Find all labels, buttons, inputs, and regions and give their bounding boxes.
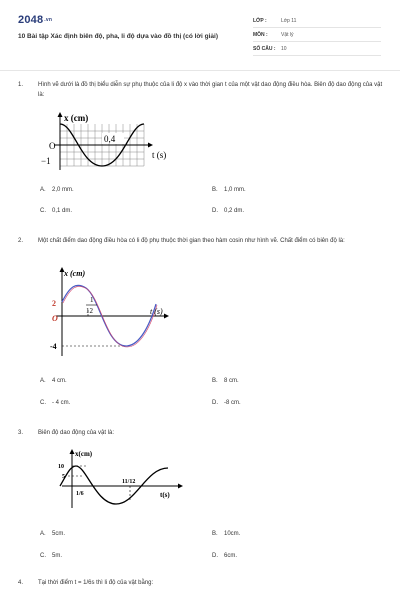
option-text: 5cm. — [52, 531, 66, 537]
logo-text: 2048 — [18, 14, 44, 26]
question-number: 4. — [18, 580, 24, 586]
meta-value: Lớp 11 — [281, 17, 297, 24]
x-axis-label: t(s) — [160, 491, 170, 499]
origin-label: O — [49, 141, 56, 151]
y-tick-positive: 2 — [52, 299, 56, 308]
q3-option-b[interactable] — [212, 531, 240, 537]
question-number: 1. — [18, 82, 24, 88]
question-text: Tại thời điểm t = 1/6s thì li độ của vật bằng: — [38, 580, 154, 586]
option-text: 0,2 dm. — [224, 208, 245, 214]
y-axis-arrow — [58, 112, 63, 117]
q3-option-c[interactable] — [40, 553, 62, 559]
question-1-graph — [36, 110, 176, 174]
option-key: D. — [212, 400, 218, 406]
oscillation-curve — [60, 466, 168, 504]
option-key: A. — [40, 531, 46, 537]
t2-label: 11/12 — [122, 479, 136, 485]
meta-label: SỐ CÂU : — [253, 45, 276, 52]
frac-numerator: 1 — [90, 296, 94, 304]
meta-row-class — [253, 14, 381, 28]
option-key: D. — [212, 553, 218, 559]
q1-option-d[interactable] — [212, 208, 244, 214]
option-text: -8 cm. — [224, 400, 241, 406]
option-text: 2,0 mm. — [52, 187, 74, 193]
option-key: C. — [40, 553, 46, 559]
frac-denominator: 12 — [86, 307, 93, 315]
q2-option-b[interactable] — [212, 378, 239, 384]
oscillation-curve-shadow — [63, 286, 157, 347]
y-tick-top: 10 — [58, 464, 64, 470]
question-text: Một chất điểm dao động điều hòa có li độ phụ thuộc thời gian theo hàm cosin như hình vẽ. Chất điểm có biên độ là: — [38, 238, 345, 244]
q1-option-c[interactable] — [40, 208, 72, 214]
meta-value: 10 — [281, 45, 287, 52]
x-axis-label: t (s) — [150, 307, 163, 316]
option-text: 1,0 mm. — [224, 187, 246, 193]
option-key: B. — [212, 378, 218, 384]
y-axis-label: x(cm) — [75, 450, 93, 458]
meta-label: LỚP : — [253, 17, 267, 24]
option-key: C. — [40, 208, 46, 214]
meta-label: MÔN : — [253, 31, 268, 38]
option-text: - 4 cm. — [52, 400, 71, 406]
site-logo[interactable] — [18, 14, 52, 26]
document-title: 10 Bài tập Xác định biên độ, pha, li độ dựa vào đồ thị (có lời giải) — [18, 33, 219, 40]
meta-info — [253, 14, 381, 56]
question-number: 3. — [18, 430, 24, 436]
question-3-graph — [56, 446, 186, 510]
q3-option-d[interactable] — [212, 553, 237, 559]
option-key: A. — [40, 187, 46, 193]
x-axis-arrow — [178, 484, 183, 489]
option-text: 6cm. — [224, 553, 238, 559]
q2-option-a[interactable] — [40, 378, 67, 384]
y-axis-label: x (cm) — [64, 113, 89, 123]
option-key: A. — [40, 378, 46, 384]
x-axis-arrow — [164, 314, 169, 319]
option-text: 10cm. — [224, 531, 241, 537]
q2-option-c[interactable] — [40, 400, 70, 406]
option-key: B. — [212, 187, 218, 193]
option-text: 0,1 dm. — [52, 208, 73, 214]
y-axis-arrow — [70, 449, 75, 454]
x-axis-arrow — [148, 143, 153, 148]
negative-tick-label: −1 — [41, 156, 51, 166]
option-text: 5m. — [52, 553, 63, 559]
question-text: Biên độ dao động của vật là: — [38, 430, 115, 436]
y-tick-mid: 5 — [62, 474, 65, 480]
origin-label: O — [52, 314, 58, 323]
option-text: 4 cm. — [52, 378, 67, 384]
x-axis-label: t (s) — [152, 150, 167, 160]
option-key: B. — [212, 531, 218, 537]
option-text: 8 cm. — [224, 378, 239, 384]
time-tick-label: 0,4 — [104, 134, 116, 144]
header-divider — [0, 70, 400, 71]
meta-row-subject — [253, 28, 381, 42]
t1-label: 1/6 — [76, 491, 84, 497]
q1-option-b[interactable] — [212, 187, 246, 193]
logo-suffix: .vn — [44, 17, 53, 24]
option-key: C. — [40, 400, 46, 406]
q3-option-a[interactable] — [40, 531, 65, 537]
meta-row-count — [253, 42, 381, 56]
question-text: Hình vẽ dưới là đồ thị biểu diễn sự phụ thuộc của li độ x vào thời gian t của một vật dao động điều hòa. Biên độ dao động của vật là: — [38, 82, 383, 98]
question-2-graph — [40, 264, 180, 360]
meta-value: Vật lý — [281, 31, 294, 38]
question-number: 2. — [18, 238, 24, 244]
q1-option-a[interactable] — [40, 187, 74, 193]
y-tick-negative: -4 — [50, 342, 57, 351]
option-key: D. — [212, 208, 218, 214]
y-axis-label: x (cm) — [64, 269, 86, 278]
q2-option-d[interactable] — [212, 400, 241, 406]
